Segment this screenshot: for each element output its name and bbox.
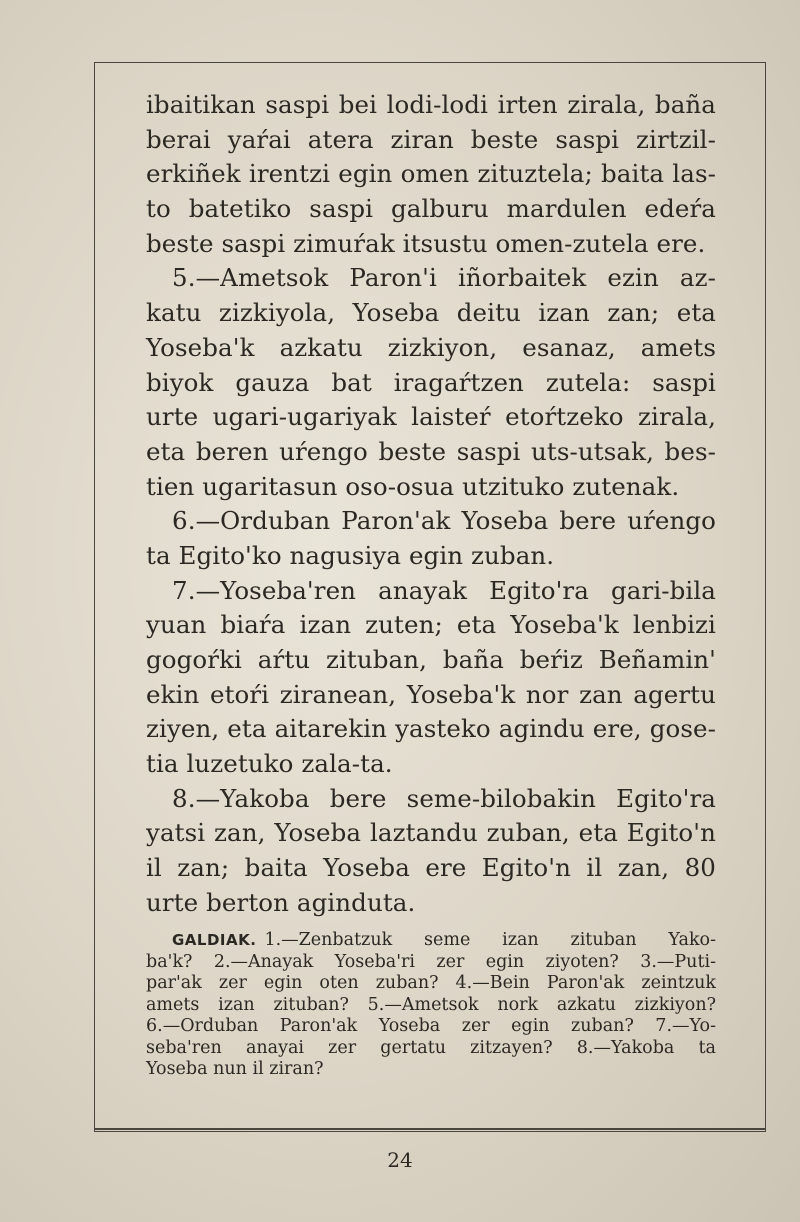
text-line: to batetiko saspi galburu mardulen edeŕa xyxy=(146,194,716,224)
questions-section xyxy=(146,930,716,1081)
text-line: il zan; baita Yoseba ere Egito'n il zan, 80 xyxy=(146,853,716,883)
question-line: amets izan zituban? 5.—Ametsok nork azkatu zizkiyon? xyxy=(146,994,716,1015)
text-line: ekin etoŕi ziranean, Yoseba'k nor zan agertu xyxy=(146,679,716,709)
text-line: eta beren uŕengo beste saspi uts-utsak, bes- xyxy=(146,436,716,466)
text-line: Yoseba'k azkatu zizkiyon, esanaz, amets xyxy=(146,332,716,362)
text-line: biyok gauza bat iragaŕtzen zutela: saspi xyxy=(146,367,716,397)
question-text: 1.—Zenbatzuk seme izan zituban Yako- xyxy=(264,930,716,950)
frame-bottom-rule xyxy=(94,1128,766,1130)
text-line: erkiñek irentzi egin omen zituztela; baita las- xyxy=(146,159,716,189)
text-line: tien ugaritasun oso-osua utzituko zutenak. xyxy=(146,471,680,501)
question-line: ba'k? 2.—Anayak Yoseba'ri zer egin ziyoten? 3.—Puti- xyxy=(146,951,716,972)
text-line: urte ugari-ugariyak laisteŕ etoŕtzeko zirala, xyxy=(146,402,716,432)
text-line: yatsi zan, Yoseba laztandu zuban, eta Egito'n xyxy=(146,818,716,848)
question-line: 6.—Orduban Paron'ak Yoseba zer egin zuban? 7.—Yo- xyxy=(146,1016,716,1036)
text-line: yuan biaŕa izan zuten; eta Yoseba'k lenbizi xyxy=(146,610,716,640)
text-line: berai yaŕai atera ziran beste saspi zirtzil- xyxy=(146,124,716,154)
page-number: 24 xyxy=(387,1148,413,1172)
question-line: par'ak zer egin oten zuban? 4.—Bein Paron'ak zeintzuk xyxy=(146,973,716,993)
text-line: ibaitikan saspi bei lodi-lodi irten zirala, baña xyxy=(146,90,716,119)
text-line: ta Egito'ko nagusiya egin zuban. xyxy=(146,540,555,570)
text-line: katu zizkiyola, Yoseba deitu izan zan; eta xyxy=(146,298,716,328)
main-text xyxy=(146,88,716,921)
text-line: 8.—Yakoba bere seme-bilobakin Egito'ra xyxy=(172,783,716,813)
text-line: 6.—Orduban Paron'ak Yoseba bere uŕengo xyxy=(172,506,716,536)
text-line: tia luzetuko zala-ta. xyxy=(146,749,393,779)
text-line: beste saspi zimuŕak itsustu omen-zutela ere. xyxy=(146,228,706,258)
text-line: ziyen, eta aitarekin yasteko agindu ere, gose- xyxy=(146,714,716,744)
question-line: seba'ren anayai zer gertatu zitzayen? 8.—Yakoba ta xyxy=(146,1037,716,1058)
text-line: urte berton aginduta. xyxy=(146,887,416,917)
text-line: 5.—Ametsok Paron'i iñorbaitek ezin az- xyxy=(172,263,716,293)
text-line: 7.—Yoseba'ren anayak Egito'ra gari-bila xyxy=(172,575,716,605)
text-line: gogoŕki aŕtu zituban, baña beŕiz Beñamin' xyxy=(146,645,716,674)
questions-heading: GALDIAK. xyxy=(172,931,257,949)
question-line xyxy=(146,930,716,952)
question-line: Yoseba nun il ziran? xyxy=(146,1059,324,1079)
